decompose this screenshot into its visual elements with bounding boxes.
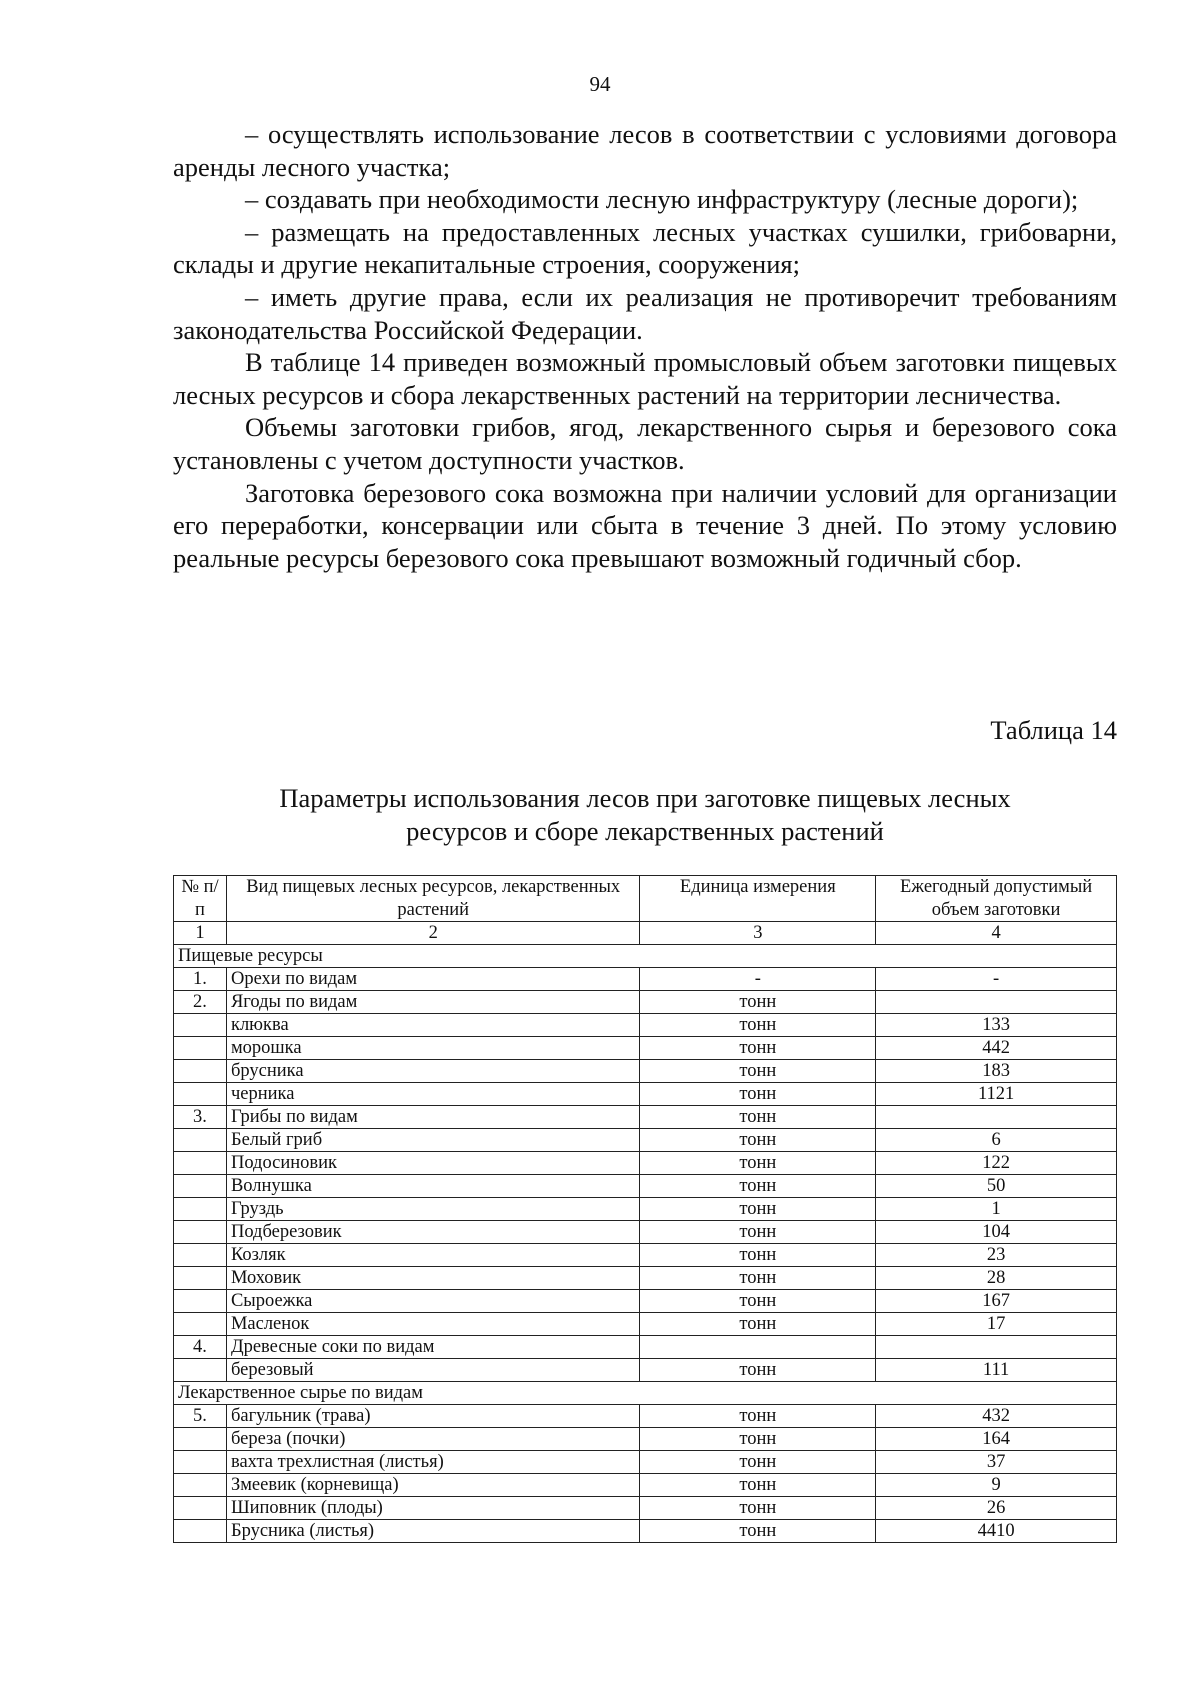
cell-number [174,1313,227,1336]
table-row [174,1290,1117,1313]
cell-number [174,1497,227,1520]
cell-number: 3. [174,1106,227,1129]
cell-unit: тонн [640,991,876,1014]
cell-volume: 1 [876,1198,1117,1221]
cell-volume: 6 [876,1129,1117,1152]
cell-number: 2. [174,991,227,1014]
table-row [174,1014,1117,1037]
cell-unit: тонн [640,1359,876,1382]
page-number: 94 [589,72,611,96]
table-row [174,1428,1117,1451]
cell-unit: тонн [640,1244,876,1267]
cell-unit: тонн [640,1428,876,1451]
table-row [174,991,1117,1014]
cell-number [174,1037,227,1060]
cell-volume: 26 [876,1497,1117,1520]
cell-number [174,1359,227,1382]
cell-unit: тонн [640,1405,876,1428]
table-caption [173,782,1117,848]
cell-unit: тонн [640,1060,876,1083]
header-resource-type: Вид пищевых лесных ресурсов, лекарственных растений [226,876,640,922]
cell-unit: тонн [640,1221,876,1244]
paragraph: – иметь другие права, если их реализация не противоречит требованиям законодательства Российской Федерации. [173,281,1117,345]
table-row [174,1129,1117,1152]
cell-volume: 164 [876,1428,1117,1451]
table-row [174,1221,1117,1244]
table-row [174,1083,1117,1106]
section-row [174,1382,1117,1405]
cell-resource-name: Шиповник (плоды) [226,1497,640,1520]
cell-resource-name: багульник (трава) [226,1405,640,1428]
cell-volume: 111 [876,1359,1117,1382]
table-row [174,1359,1117,1382]
table-row [174,1060,1117,1083]
header-unit: Единица измерения [640,876,876,922]
cell-resource-name: брусника [226,1060,640,1083]
cell-unit: тонн [640,1520,876,1543]
table-row [174,1198,1117,1221]
cell-number [174,1175,227,1198]
cell-number [174,1152,227,1175]
cell-volume: 9 [876,1474,1117,1497]
table-row [174,1520,1117,1543]
cell-number [174,1290,227,1313]
cell-volume: 183 [876,1060,1117,1083]
cell-number: 4. [174,1336,227,1359]
table-row [174,1474,1117,1497]
table-caption-line: Параметры использования лесов при заготовке пищевых лесных [279,783,1011,813]
cell-volume: 37 [876,1451,1117,1474]
cell-resource-name: морошка [226,1037,640,1060]
cell-unit: тонн [640,1106,876,1129]
cell-number [174,1060,227,1083]
cell-resource-name: Брусника (листья) [226,1520,640,1543]
cell-unit: тонн [640,1290,876,1313]
cell-number [174,1198,227,1221]
cell-resource-name: Ягоды по видам [226,991,640,1014]
cell-volume [876,1106,1117,1129]
cell-number [174,1267,227,1290]
column-number: 1 [174,922,227,945]
cell-unit: тонн [640,1267,876,1290]
paragraph: – осуществлять использование лесов в соответствии с условиями договора аренды лесного участка; [173,119,1117,182]
cell-resource-name: Белый гриб [226,1129,640,1152]
table-header-row [174,876,1117,922]
cell-volume: 104 [876,1221,1117,1244]
cell-number [174,1428,227,1451]
table-row [174,1175,1117,1198]
cell-number: 5. [174,1405,227,1428]
cell-volume: 432 [876,1405,1117,1428]
table-row [174,968,1117,991]
column-number: 2 [226,922,640,945]
cell-unit: тонн [640,1037,876,1060]
table-row [174,1037,1117,1060]
cell-resource-name: Грибы по видам [226,1106,640,1129]
cell-number [174,1474,227,1497]
cell-unit: тонн [640,1152,876,1175]
cell-volume: 17 [876,1313,1117,1336]
section-label: Лекарственное сырье по видам [174,1382,1117,1405]
cell-unit: тонн [640,1083,876,1106]
cell-unit: тонн [640,1474,876,1497]
paragraph: Объемы заготовки грибов, ягод, лекарственного сырья и березового сока установлены с учетом доступности участков. [173,412,1117,475]
table-row [174,1106,1117,1129]
header-number: № п/п [174,876,227,922]
table-row [174,1152,1117,1175]
cell-unit: тонн [640,1129,876,1152]
cell-resource-name: черника [226,1083,640,1106]
cell-volume: 167 [876,1290,1117,1313]
cell-resource-name: Моховик [226,1267,640,1290]
table-row [174,1451,1117,1474]
cell-unit: тонн [640,1497,876,1520]
table-row [174,1497,1117,1520]
cell-number [174,1221,227,1244]
cell-volume [876,1336,1117,1359]
cell-unit: тонн [640,1175,876,1198]
paragraph: – размещать на предоставленных лесных участках сушилки, грибоварни, склады и другие некапитальные строения, сооружения; [173,216,1117,280]
body-text [173,118,1117,574]
cell-volume: 28 [876,1267,1117,1290]
paragraph: В таблице 14 приведен возможный промысловый объем заготовки пищевых лесных ресурсов и сбора лекарственных растений на территории лесничества. [173,347,1117,410]
cell-resource-name: Змеевик (корневища) [226,1474,640,1497]
column-number: 3 [640,922,876,945]
table-row [174,1267,1117,1290]
table-caption-line: ресурсов и сборе лекарственных растений [406,816,884,846]
section-label: Пищевые ресурсы [174,945,1117,968]
column-number-row [174,922,1117,945]
cell-resource-name: Орехи по видам [226,968,640,991]
cell-resource-name: Волнушка [226,1175,640,1198]
cell-number [174,1014,227,1037]
cell-volume: 50 [876,1175,1117,1198]
cell-unit: - [640,968,876,991]
cell-unit: тонн [640,1451,876,1474]
table-body [174,945,1117,1543]
table-row [174,1244,1117,1267]
cell-volume: 1121 [876,1083,1117,1106]
paragraph: Заготовка березового сока возможна при наличии условий для организации его переработки, консервации или сбыта в течение 3 дней. По этому условию реальные ресурсы березового сока превышают возможный годичный сбор. [173,477,1117,573]
cell-number: 1. [174,968,227,991]
cell-resource-name: Масленок [226,1313,640,1336]
cell-resource-name: клюква [226,1014,640,1037]
cell-unit [640,1336,876,1359]
cell-volume: 133 [876,1014,1117,1037]
cell-unit: тонн [640,1313,876,1336]
cell-resource-name: Груздь [226,1198,640,1221]
table-row [174,1313,1117,1336]
column-number: 4 [876,922,1117,945]
cell-number [174,1451,227,1474]
cell-resource-name: березовый [226,1359,640,1382]
resources-table [173,875,1117,1543]
cell-unit: тонн [640,1014,876,1037]
cell-number [174,1244,227,1267]
cell-number [174,1520,227,1543]
table-row [174,1336,1117,1359]
cell-resource-name: Козляк [226,1244,640,1267]
cell-volume: 23 [876,1244,1117,1267]
cell-volume: 122 [876,1152,1117,1175]
table-label: Таблица 14 [990,715,1117,745]
cell-resource-name: вахта трехлистная (листья) [226,1451,640,1474]
cell-resource-name: Подберезовик [226,1221,640,1244]
cell-resource-name: береза (почки) [226,1428,640,1451]
cell-resource-name: Древесные соки по видам [226,1336,640,1359]
paragraph: – создавать при необходимости лесную инфраструктуру (лесные дороги); [245,184,1079,215]
header-annual-volume: Ежегодный допустимый объем заготовки [876,876,1117,922]
cell-volume: - [876,968,1117,991]
cell-number [174,1083,227,1106]
section-row [174,945,1117,968]
cell-resource-name: Подосиновик [226,1152,640,1175]
table-row [174,1405,1117,1428]
cell-volume: 4410 [876,1520,1117,1543]
cell-unit: тонн [640,1198,876,1221]
cell-number [174,1129,227,1152]
cell-volume [876,991,1117,1014]
cell-resource-name: Сыроежка [226,1290,640,1313]
cell-volume: 442 [876,1037,1117,1060]
